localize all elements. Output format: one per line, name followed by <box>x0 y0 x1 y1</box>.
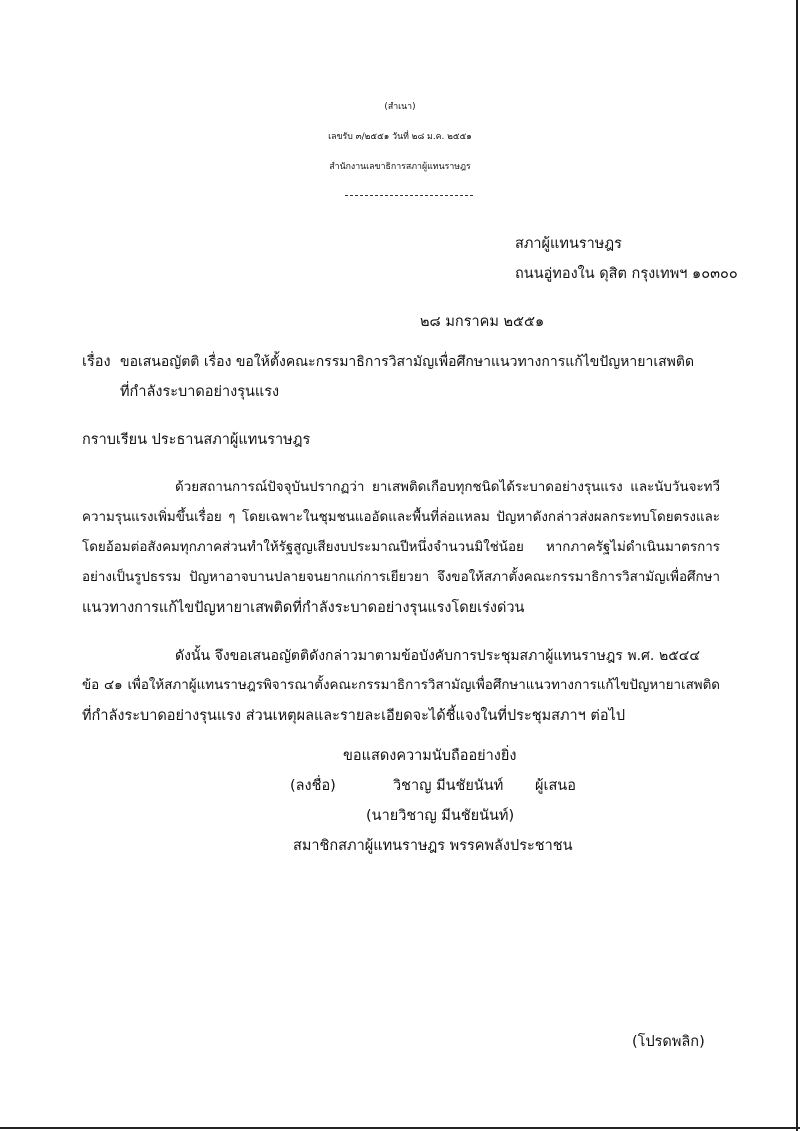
paragraph-2-line-3: ที่กำลังระบาดอย่างรุนแรง ส่วนเหตุผลและรายละเอียดจะได้ชี้แจงในที่ประชุมสภาฯ ต่อไป <box>82 708 626 724</box>
signer-position: สมาชิกสภาผู้แทนราษฎร พรรคพลังประชาชน <box>293 838 573 854</box>
signature-name: วิชาญ มีนชัยนันท์ <box>393 778 504 794</box>
salutation: กราบเรียน ประธานสภาผู้แทนราษฎร <box>82 432 311 448</box>
paragraph-1-line-3: โดยอ้อมต่อสังคมทุกภาคส่วนทำให้รัฐสูญเสียงบประมาณปีหนึ่งจำนวนมิใช่น้อย หากภาครัฐไม่ดำเนินมาตรการ <box>82 540 720 555</box>
paragraph-1-line-4: อย่างเป็นรูปธรรม ปัญหาอาจบานปลายจนยากแก่การเยียวยา จึงขอให้สภาตั้งคณะกรรมาธิการวิสามัญเพื่อศึกษา <box>82 570 720 585</box>
page-edge-bottom <box>0 1127 800 1129</box>
subject-line-1: ขอเสนอญัตติ เรื่อง ขอให้ตั้งคณะกรรมาธิการวิสามัญเพื่อศึกษาแนวทางการแก้ไขปัญหายาเสพติด <box>120 354 695 370</box>
subject-line-2: ที่กำลังระบาดอย่างรุนแรง <box>120 384 280 400</box>
signed-label: (ลงชื่อ) <box>290 778 336 794</box>
address-line-1: สภาผู้แทนราษฎร <box>515 236 622 252</box>
letter-date: ๒๘ มกราคม ๒๕๕๑ <box>420 314 545 330</box>
paragraph-2-line-1: ดังนั้น จึงขอเสนอญัตติดังกล่าวมาตามข้อบังคับการประชุมสภาผู้แทนราษฎร พ.ศ. ๒๕๔๔ <box>175 648 700 664</box>
paragraph-1-line-5: แนวทางการแก้ไขปัญหายาเสพติดที่กำลังระบาดอย่างรุนแรงโดยเร่งด่วน <box>82 600 525 616</box>
paragraph-2-line-2: ข้อ ๔๑ เพื่อให้สภาผู้แทนราษฎรพิจารณาตั้งคณะกรรมาธิการวิสามัญเพื่อศึกษาแนวทางการแก้ไขปัญหายาเสพติด <box>82 678 720 693</box>
paragraph-1-line-2: ความรุนแรงเพิ่มขึ้นเรื่อย ๆ โดยเฉพาะในชุมชนแออัดและพื้นที่ล่อแหลม ปัญหาดังกล่าวส่งผลกระทบโดยตรงและ <box>82 510 720 525</box>
printed-name: (นายวิชาญ มีนชัยนันท์) <box>366 808 515 824</box>
proposer-role: ผู้เสนอ <box>535 778 576 794</box>
copy-label: (สำเนา) <box>384 102 416 112</box>
turn-over-note: (โปรดพลิก) <box>632 1034 705 1050</box>
closing-regards: ขอแสดงความนับถืออย่างยิ่ง <box>343 748 517 764</box>
address-line-2: ถนนอู่ทองใน ดุสิต กรุงเทพฯ ๑๐๓๐๐ <box>515 266 738 282</box>
receipt-line: เลขรับ ๓/๒๕๕๑ วันที่ ๒๘ ม.ค. ๒๕๕๑ <box>328 132 472 142</box>
paragraph-1-line-1: ด้วยสถานการณ์ปัจจุบันปรากฏว่า ยาเสพติดเกือบทุกชนิดได้ระบาดอย่างรุนแรง และนับวันจะทวี <box>175 480 720 495</box>
header-separator <box>345 195 473 196</box>
subject-label: เรื่อง <box>82 354 111 370</box>
receiving-office: สำนักงานเลขาธิการสภาผู้แทนราษฎร <box>329 162 471 172</box>
